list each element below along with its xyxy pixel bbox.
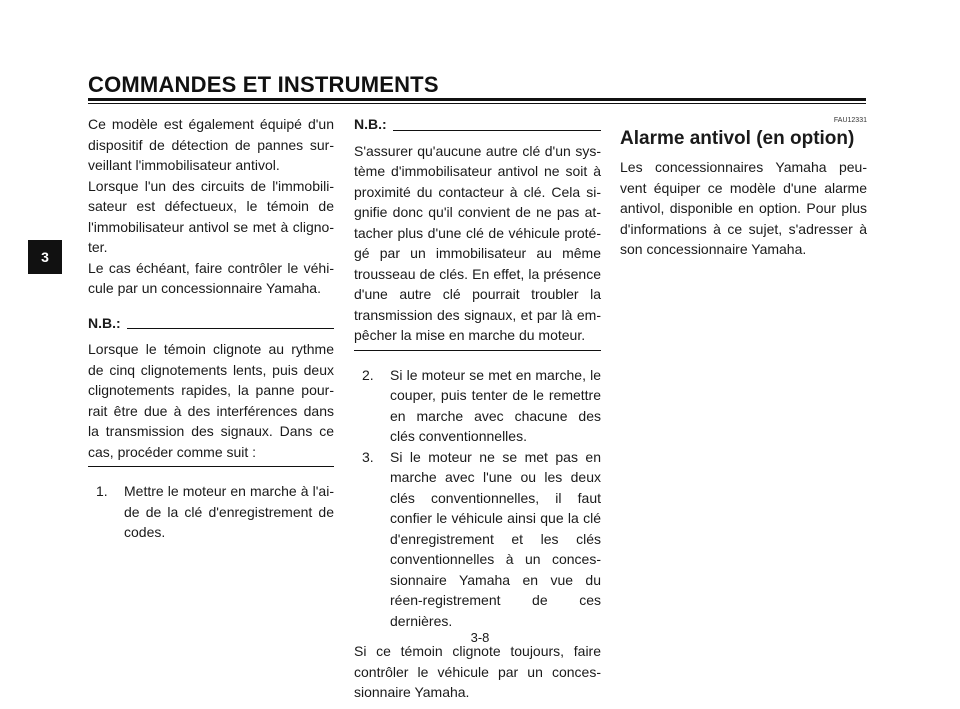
- step-number: 1.: [96, 483, 108, 499]
- note-label: N.B.:: [88, 314, 121, 331]
- section-title: Alarme antivol (en option): [620, 128, 855, 149]
- paragraph: Ce modèle est également équipé d'un dispositif de détection de pannes sur-veillant l'immobilisateur antivol.: [88, 116, 334, 173]
- step-list: [354, 365, 601, 632]
- column-right: [620, 114, 867, 260]
- note-rule: [127, 328, 334, 329]
- note-text: Lorsque le témoin clignote au rythme de cinq clignotements lents, puis deux clignotements rapides, la panne pour-rait être due à des interférences dans la transmission des signaux. Dans ce cas, procéder comme suit :: [88, 341, 334, 460]
- step-text: Mettre le moteur en marche à l'ai-de de la clé d'enregistrement de codes.: [124, 483, 334, 540]
- step-number: 3.: [362, 448, 374, 465]
- list-item: [354, 447, 601, 632]
- page-header-title: COMMANDES ET INSTRUMENTS: [88, 72, 439, 97]
- step-text: Si le moteur ne se met pas en marche avec l'une ou les deux clés conventionnelles, il faut confier le véhicule ainsi que la clé d'enregistrement et les clés conventionnelles à un conces-sionnaire Yamaha en vue du réen-registrement de ces dernières.: [390, 448, 601, 629]
- note-rule: [393, 130, 601, 131]
- list-item: [354, 365, 601, 447]
- note-heading: [354, 114, 601, 135]
- reference-code: FAU12331: [833, 117, 867, 124]
- note-text: S'assurer qu'aucune autre clé d'un sys-tème d'immobilisateur antivol ne soit à proximité du contacteur à clé. Cela si-gnifie donc qu'il convient de ne pas at-tacher plus d'une clé de véhicule proté-gé par un immobilisateur au même trousseau de clés. En effet, la présence d'une autre clé pourrait troubler la transmission des signaux, et par là em-pêcher la mise en marche du moteur.: [354, 142, 601, 343]
- note-label: N.B.:: [354, 116, 387, 132]
- header-rule-thin: [88, 103, 866, 104]
- step-list: [88, 481, 334, 543]
- note-end-rule: [354, 350, 601, 351]
- header-rule: [88, 98, 866, 101]
- note-end-rule: [88, 466, 334, 467]
- step-text: Si le moteur se met en marche, le couper, puis tenter de le remettre en marche avec chacune des clés conventionnelles.: [390, 366, 601, 444]
- list-item: [88, 481, 334, 543]
- note-heading: [88, 313, 334, 334]
- column-middle: [354, 114, 601, 703]
- page-number: 3-8: [470, 630, 490, 645]
- paragraph: Les concessionnaires Yamaha peu-vent équiper ce modèle d'une alarme antivol, disponible en option. Pour plus d'informations à ce sujet, s'adresser à son concessionnaire Yamaha.: [620, 159, 867, 257]
- column-left: [88, 114, 334, 543]
- paragraph: Le cas échéant, faire contrôler le véhi-cule par un concessionnaire Yamaha.: [88, 259, 334, 296]
- chapter-tab: [28, 240, 62, 274]
- paragraph: Si ce témoin clignote toujours, faire contrôler le véhicule par un conces-sionnaire Yamaha.: [354, 643, 601, 700]
- step-number: 2.: [362, 366, 374, 383]
- chapter-number: 3: [41, 249, 49, 265]
- paragraph: Lorsque l'un des circuits de l'immobili-sateur est défectueux, le témoin de l'immobilisateur antivol se met à cligno-ter.: [88, 177, 334, 255]
